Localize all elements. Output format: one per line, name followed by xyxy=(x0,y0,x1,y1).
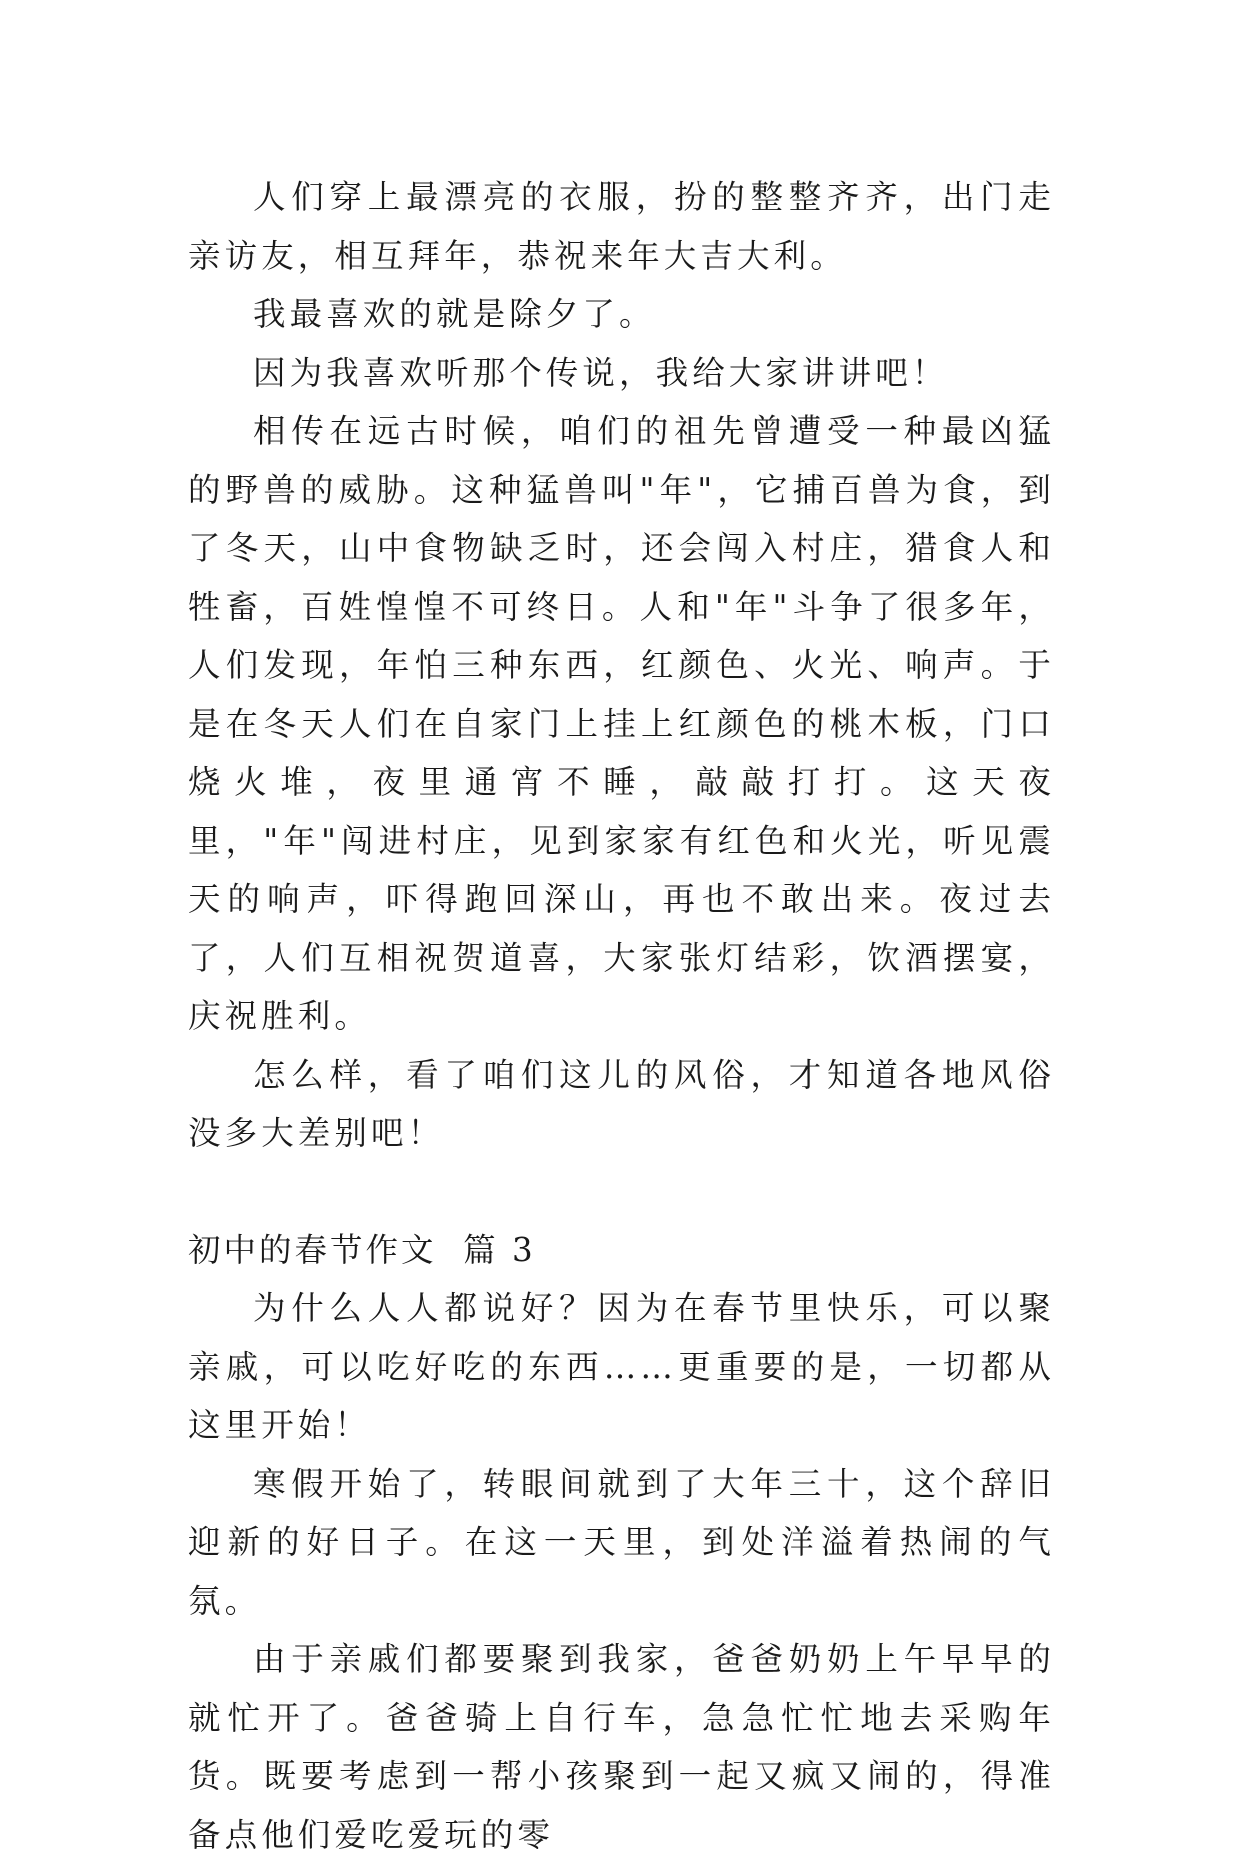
paragraph: 怎么样，看了咱们这儿的风俗，才知道各地风俗没多大差别吧！ xyxy=(188,1055,1055,1152)
paragraph: 相传在远古时候，咱们的祖先曾遭受一种最凶猛的野兽的威胁。这种猛兽叫"年"，它捕百兽为食，到了冬天，山中食物缺乏时，还会闯入村庄，猎食人和牲畜，百姓惶惶不可终日。人和"年"斗争了很多年，人们发现，年怕三种东西，红颜色、火光、响声。于是在冬天人们在自家门上挂上红颜色的桃木板，门口烧火堆，夜里通宵不睡，敲敲打打。这天夜里，"年"闯进村庄，见到家家有红色和火光，听见震天的响声，吓得跑回深山，再也不敢出来。夜过去了，人们互相祝贺道喜，大家张灯结彩，饮酒摆宴，庆祝胜利。 xyxy=(188,412,1055,1035)
paragraph: 为什么人人都说好？因为在春节里快乐，可以聚亲戚，可以吃好吃的东西……更重要的是，一切都从这里开始！ xyxy=(188,1289,1055,1444)
paragraph: 由于亲戚们都要聚到我家，爸爸奶奶上午早早的就忙开了。爸爸骑上自行车，急急忙忙地去采购年货。既要考虑到一帮小孩聚到一起又疯又闹的，得准备点他们爱吃爱玩的零 xyxy=(188,1640,1055,1854)
paragraph: 因为我喜欢听那个传说，我给大家讲讲吧！ xyxy=(253,353,949,392)
paragraph: 寒假开始了，转眼间就到了大年三十，这个辞旧迎新的好日子。在这一天里，到处洋溢着热闹的气氛。 xyxy=(188,1464,1055,1620)
section-title: 初中的春节作文 篇 3 xyxy=(188,1230,536,1269)
section-spacer xyxy=(188,1163,1055,1221)
paragraph: 人们穿上最漂亮的衣服，扮的整整齐齐，出门走亲访友，相互拜年，恭祝来年大吉大利。 xyxy=(188,178,1055,275)
paragraph: 我最喜欢的就是除夕了。 xyxy=(253,295,656,333)
